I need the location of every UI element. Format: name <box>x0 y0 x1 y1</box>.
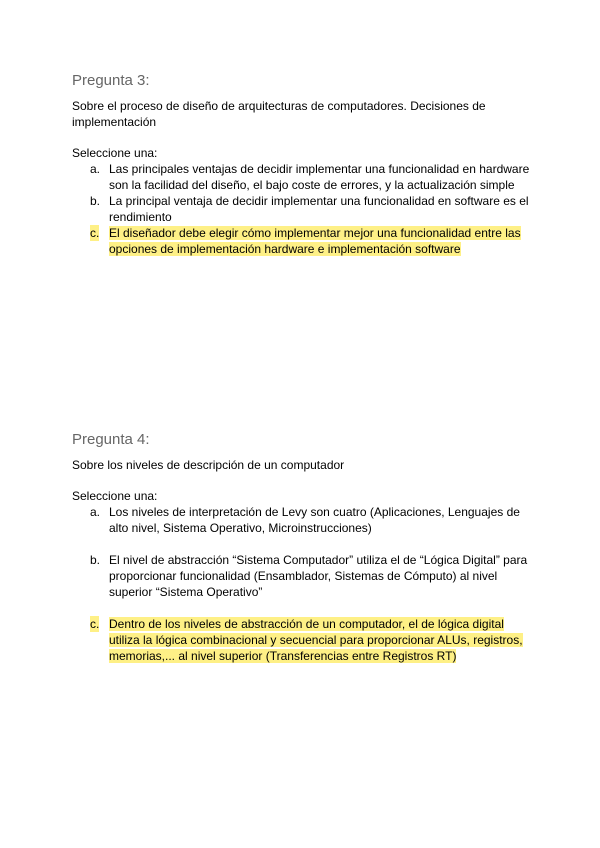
question-3-title: Pregunta 3: <box>72 72 150 89</box>
question-4-option-c[interactable] <box>72 616 532 664</box>
option-letter: c. <box>90 226 100 240</box>
question-4-text: Sobre los niveles de descripción de un computador <box>72 458 345 472</box>
option-letter: c. <box>90 617 100 631</box>
question-3 <box>72 72 532 257</box>
question-4-option-b[interactable] <box>72 552 532 600</box>
question-4-option-a[interactable] <box>72 504 532 536</box>
option-text: La principal ventaja de decidir implementar una funcionalidad en software es el rendimiento <box>109 194 529 224</box>
option-text-highlighted: Dentro de los niveles de abstracción de un computador, el de lógica digital utiliza la lógica combinacional y secuencial para proporcionar ALUs, registros, memorias,... al nivel superior (Transferencias entre Registros RT) <box>109 617 523 663</box>
question-3-text: Sobre el proceso de diseño de arquitecturas de computadores. Decisiones de implementación <box>72 99 486 129</box>
question-4-title: Pregunta 4: <box>72 431 150 448</box>
option-text: Los niveles de interpretación de Levy son cuatro (Aplicaciones, Lenguajes de alto nivel, Sistema Operativo, Microinstrucciones) <box>109 505 520 535</box>
option-text: El nivel de abstracción “Sistema Computador” utiliza el de “Lógica Digital” para proporcionar funcionalidad (Ensamblador, Sistemas de Cómputo) al nivel superior “Sistema Operativo” <box>109 553 528 599</box>
option-letter: a. <box>90 505 101 519</box>
question-4-select-label: Seleccione una: <box>72 489 158 503</box>
question-3-option-a[interactable] <box>72 161 532 193</box>
question-3-select-label: Seleccione una: <box>72 146 158 160</box>
question-4 <box>72 431 532 664</box>
option-text-highlighted: El diseñador debe elegir cómo implementar mejor una funcionalidad entre las opciones de implementación hardware e implementación software <box>109 226 521 256</box>
option-letter: a. <box>90 162 101 176</box>
option-letter: b. <box>90 194 101 208</box>
question-3-option-b[interactable] <box>72 193 532 225</box>
option-text: Las principales ventajas de decidir implementar una funcionalidad en hardware son la facilidad del diseño, el bajo coste de errores, y la actualización simple <box>109 162 530 192</box>
option-letter: b. <box>90 553 101 567</box>
question-3-option-c[interactable] <box>72 225 532 257</box>
